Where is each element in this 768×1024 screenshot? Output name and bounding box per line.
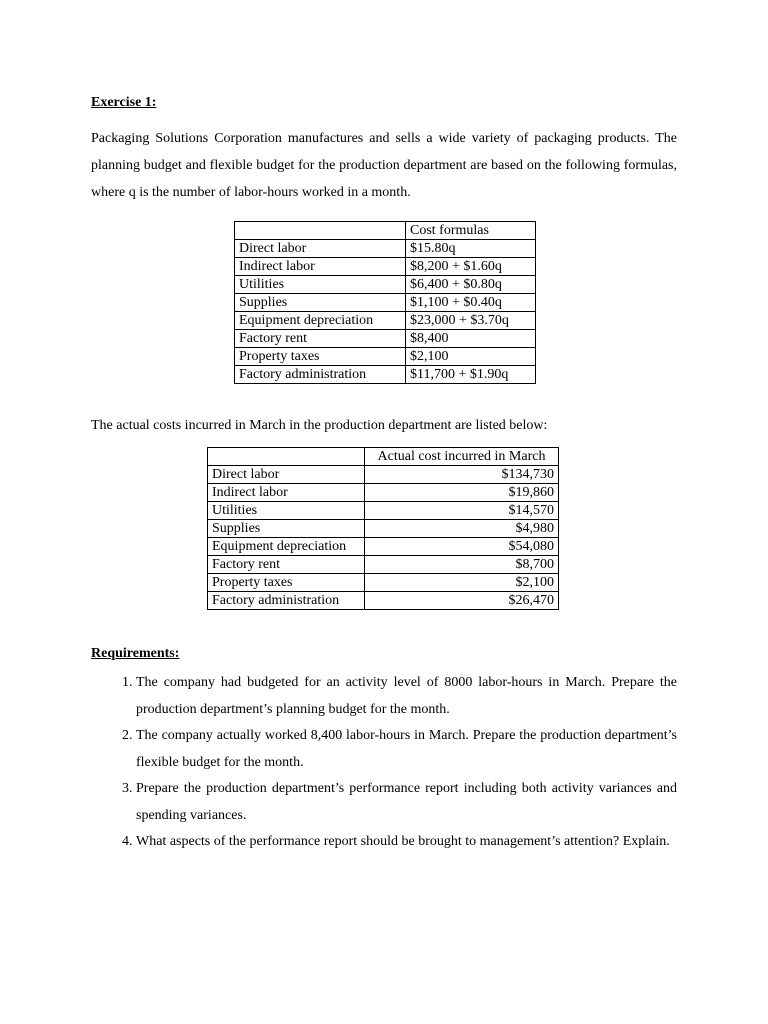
table-row — [235, 330, 536, 348]
cost-amount: $26,470 — [365, 592, 559, 610]
cost-item: Indirect labor — [208, 484, 365, 502]
table-row — [235, 348, 536, 366]
table-row — [235, 276, 536, 294]
table-row — [235, 294, 536, 312]
header-blank-cell — [208, 448, 365, 466]
requirement-item: 3. Prepare the production department’s performance report including both activity variances and spending variances. — [136, 776, 677, 829]
cost-item: Property taxes — [235, 348, 406, 366]
cost-amount: $134,730 — [365, 466, 559, 484]
requirement-item: 2. The company actually worked 8,400 labor-hours in March. Prepare the production department’s flexible budget for the month. — [136, 723, 677, 776]
cost-item: Utilities — [208, 502, 365, 520]
cost-item: Equipment depreciation — [235, 312, 406, 330]
cost-item: Factory administration — [235, 366, 406, 384]
requirements-list — [91, 670, 677, 856]
table-row — [235, 312, 536, 330]
table-row — [208, 538, 559, 556]
cost-item: Property taxes — [208, 574, 365, 592]
cost-item: Indirect labor — [235, 258, 406, 276]
table-header-row — [235, 222, 536, 240]
table-row — [208, 502, 559, 520]
exercise-title: Exercise 1: — [91, 95, 157, 110]
cost-formula: $8,400 — [406, 330, 536, 348]
cost-item: Direct labor — [208, 466, 365, 484]
cost-item: Factory rent — [208, 556, 365, 574]
cost-formula: $1,100 + $0.40q — [406, 294, 536, 312]
requirements-title: Requirements: — [91, 646, 180, 661]
cost-item: Utilities — [235, 276, 406, 294]
table-row — [235, 258, 536, 276]
actual-costs-intro: The actual costs incurred in March in the production department are listed below: — [91, 418, 548, 433]
cost-item: Supplies — [235, 294, 406, 312]
cost-formula-table — [234, 221, 536, 384]
header-cell: Cost formulas — [406, 222, 536, 240]
header-blank-cell — [235, 222, 406, 240]
table-row — [208, 484, 559, 502]
cost-amount: $14,570 — [365, 502, 559, 520]
cost-formula: $23,000 + $3.70q — [406, 312, 536, 330]
table-row — [208, 574, 559, 592]
table-header-row — [208, 448, 559, 466]
requirement-item: 4. What aspects of the performance report should be brought to management’s attention? Explain. — [136, 829, 677, 856]
actual-cost-table — [207, 447, 559, 610]
cost-item: Factory administration — [208, 592, 365, 610]
table-row — [208, 556, 559, 574]
cost-item: Direct labor — [235, 240, 406, 258]
table-row — [208, 466, 559, 484]
table-row — [208, 592, 559, 610]
cost-item: Supplies — [208, 520, 365, 538]
table-row — [235, 240, 536, 258]
requirement-item: 1. The company had budgeted for an activity level of 8000 labor-hours in March. Prepare the production department’s planning budget for the month. — [136, 670, 677, 723]
cost-formula: $2,100 — [406, 348, 536, 366]
header-cell: Actual cost incurred in March — [365, 448, 559, 466]
cost-amount: $4,980 — [365, 520, 559, 538]
intro-paragraph: Packaging Solutions Corporation manufactures and sells a wide variety of packaging products. The planning budget and flexible budget for the production department are based on the following formulas, where q is the number of labor-hours worked in a month. — [91, 131, 677, 200]
cost-formula: $8,200 + $1.60q — [406, 258, 536, 276]
cost-item: Equipment depreciation — [208, 538, 365, 556]
table-row — [235, 366, 536, 384]
cost-formula: $11,700 + $1.90q — [406, 366, 536, 384]
cost-amount: $8,700 — [365, 556, 559, 574]
cost-formula: $15.80q — [406, 240, 536, 258]
cost-item: Factory rent — [235, 330, 406, 348]
cost-formula: $6,400 + $0.80q — [406, 276, 536, 294]
cost-amount: $19,860 — [365, 484, 559, 502]
cost-amount: $54,080 — [365, 538, 559, 556]
table-row — [208, 520, 559, 538]
cost-amount: $2,100 — [365, 574, 559, 592]
